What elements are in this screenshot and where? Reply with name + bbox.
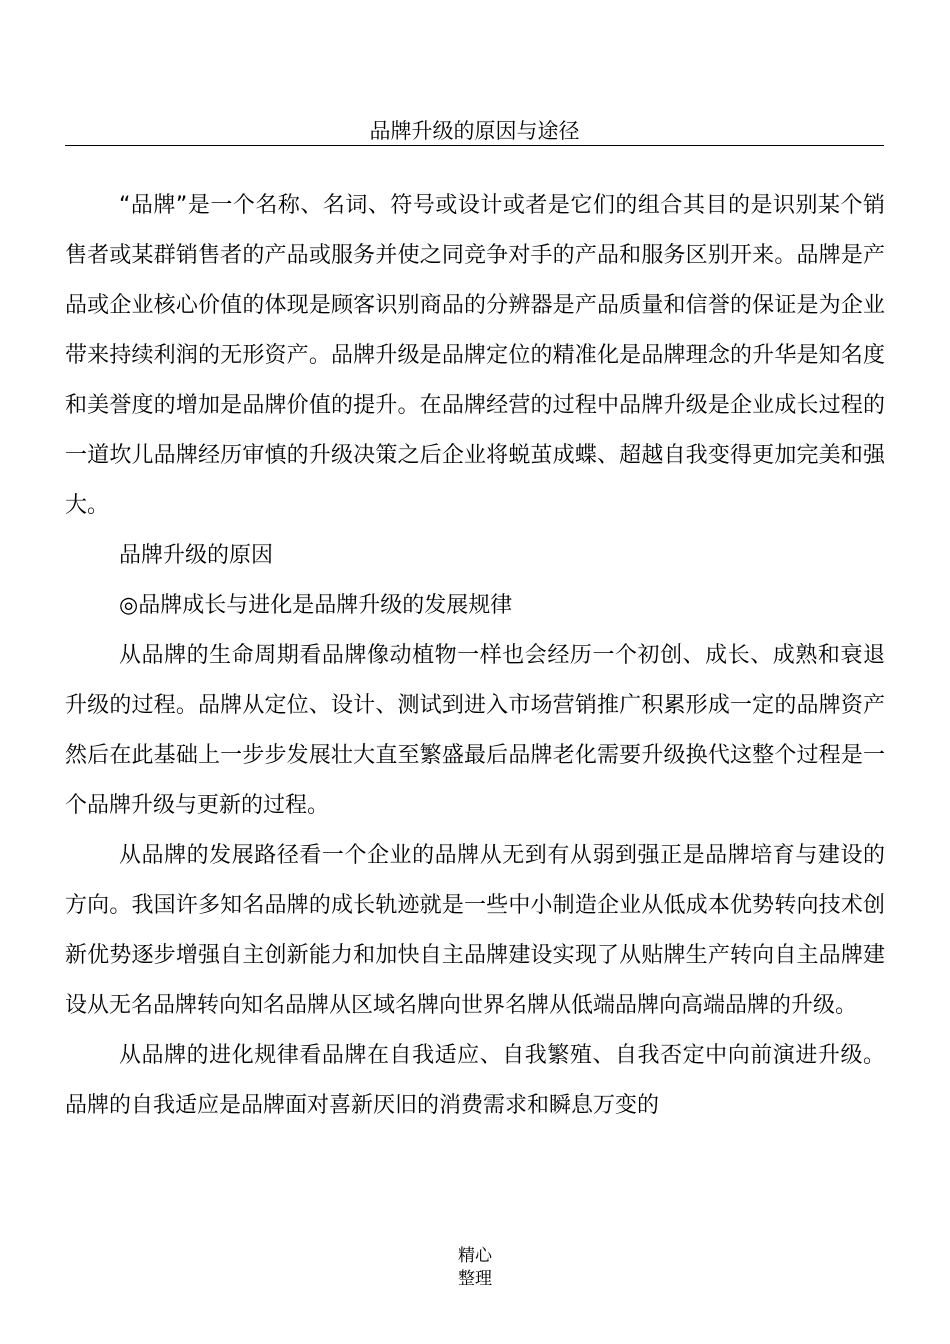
subheading: ◎品牌成长与进化是品牌升级的发展规律	[119, 593, 513, 618]
evolution-paragraph: 从品牌的进化规律看品牌在自我适应、自我繁殖、自我否定中向前演进升级。品牌的自我适应是品牌面对喜新厌旧的消费需求和瞬息万变的	[65, 1043, 885, 1118]
page-title: 品牌升级的原因与途径	[369, 119, 580, 143]
development-path-paragraph: 从品牌的发展路径看一个企业的品牌从无到有从弱到强正是品牌培育与建设的方向。我国许多知名品牌的成长轨迹就是一些中小制造企业从低成本优势转向技术创新优势逐步增强自主创新能力和加快自主品牌建设实现了从贴牌生产转向自主品牌建设从无名品牌转向知名品牌从区域名牌向世界名牌从低端品牌向高端品牌的升级。	[65, 843, 885, 1018]
lifecycle-paragraph: 从品牌的生命周期看品牌像动植物一样也会经历一个初创、成长、成熟和衰退升级的过程。品牌从定位、设计、测试到进入市场营销推广积累形成一定的品牌资产然后在此基础上一步步发展壮大直至繁盛最后品牌老化需要升级换代这整个过程是一个品牌升级与更新的过程。	[65, 643, 885, 818]
page-header	[65, 117, 884, 146]
intro-paragraph: “品牌”是一个名称、名词、符号或设计或者是它们的组合其目的是识别某个销售者或某群销售者的产品或服务并使之同竞争对手的产品和服务区别开来。品牌是产品或企业核心价值的体现是顾客识别商品的分辨器是产品质量和信誉的保证是为企业带来持续利润的无形资产。品牌升级是品牌定位的精准化是品牌理念的升华是知名度和美誉度的增加是品牌价值的提升。在品牌经营的过程中品牌升级是企业成长过程的一道坎儿品牌经历审慎的升级决策之后企业将蜕茧成蝶、超越自我变得更加完美和强大。	[65, 193, 885, 518]
page-footer	[0, 1245, 950, 1291]
footer-line-2: 整理	[458, 1269, 492, 1289]
document-body	[65, 181, 885, 1131]
footer-line-1: 精心	[458, 1246, 492, 1266]
section-heading: 品牌升级的原因	[119, 543, 274, 568]
